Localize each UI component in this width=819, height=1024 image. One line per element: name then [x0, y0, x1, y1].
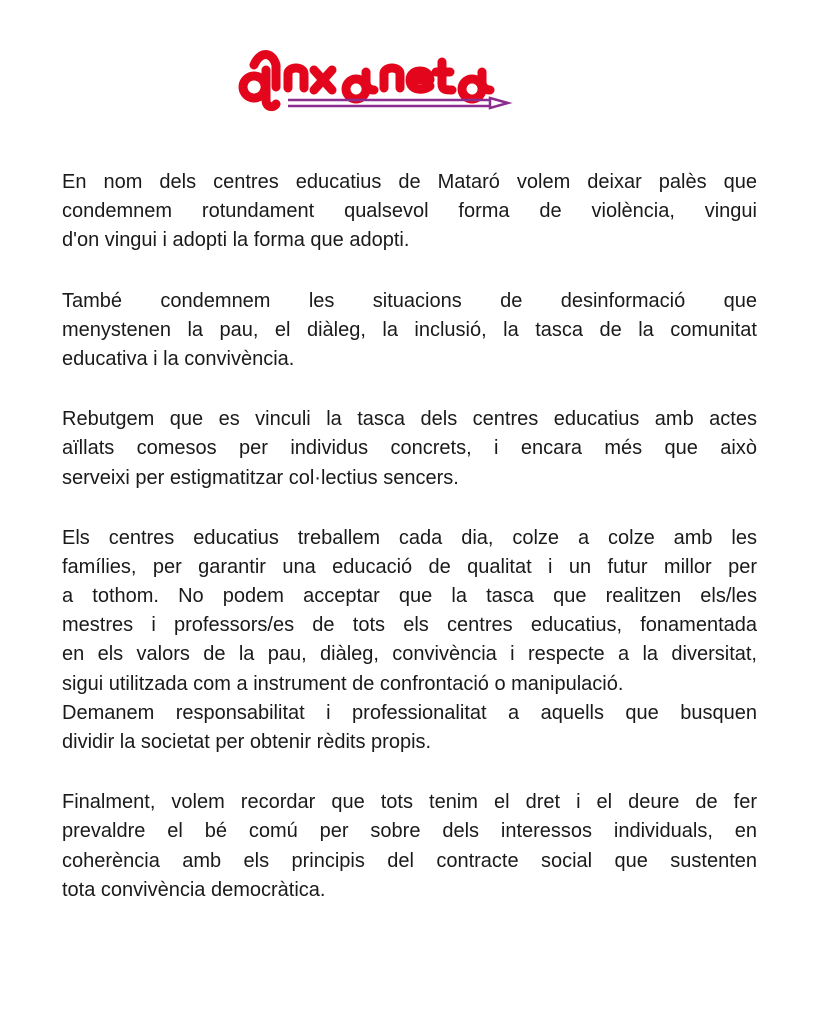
text-line: dividir la societat per obtenir rèdits propis. [62, 731, 432, 753]
anxaneta-logo [228, 48, 514, 112]
text-line: mestres i professors/es de tots els centres educatius, fonamentada [62, 614, 757, 637]
text-line: sigui utilitzada com a instrument de confrontació o manipulació. [62, 672, 624, 695]
statement-text [62, 168, 757, 936]
text-line: També condemnem les situacions de desinformació que [62, 289, 757, 312]
paragraph-5 [62, 788, 757, 905]
text-line: prevaldre el bé comú per sobre dels interessos individuals, en [62, 820, 757, 843]
paragraph-1 [62, 168, 757, 256]
text-line: a tothom. No podem acceptar que la tasca que realitzen els/les [62, 585, 757, 608]
text-line: Finalment, volem recordar que tots tenim el dret i el deure de fer [62, 791, 757, 814]
text-line: condemnem rotundament qualsevol forma de violència, vingui [62, 200, 757, 223]
text-line: Demanem responsabilitat i professionalitat a aquells que busquen [62, 701, 757, 724]
text-line: educativa i la convivència. [62, 347, 295, 370]
text-line: Rebutgem que es vinculi la tasca dels centres educatius amb actes [62, 408, 757, 431]
text-line: coherència amb els principis del contracte social que sustenten [62, 849, 757, 872]
text-line: d'on vingui i adopti la forma que adopti. [62, 229, 410, 252]
paragraph-3 [62, 405, 757, 493]
text-line: Els centres educatius treballem cada dia, colze a colze amb les [62, 526, 757, 549]
logo-mark [228, 48, 514, 112]
paragraph-2 [62, 287, 757, 375]
text-line: En nom dels centres educatius de Mataró volem deixar palès que [62, 171, 757, 193]
text-line: en els valors de la pau, diàleg, convivència i respecte a la diversitat, [62, 643, 757, 666]
text-line: serveixi per estigmatitzar col·lectius sencers. [62, 466, 459, 489]
text-line: famílies, per garantir una educació de qualitat i un futur millor per [62, 555, 757, 578]
paragraph-4 [62, 524, 757, 758]
text-line: aïllats comesos per individus concrets, i encara més que això [62, 437, 757, 460]
text-line: tota convivència democràtica. [62, 878, 326, 901]
text-line: menystenen la pau, el diàleg, la inclusió, la tasca de la comunitat [62, 318, 757, 341]
